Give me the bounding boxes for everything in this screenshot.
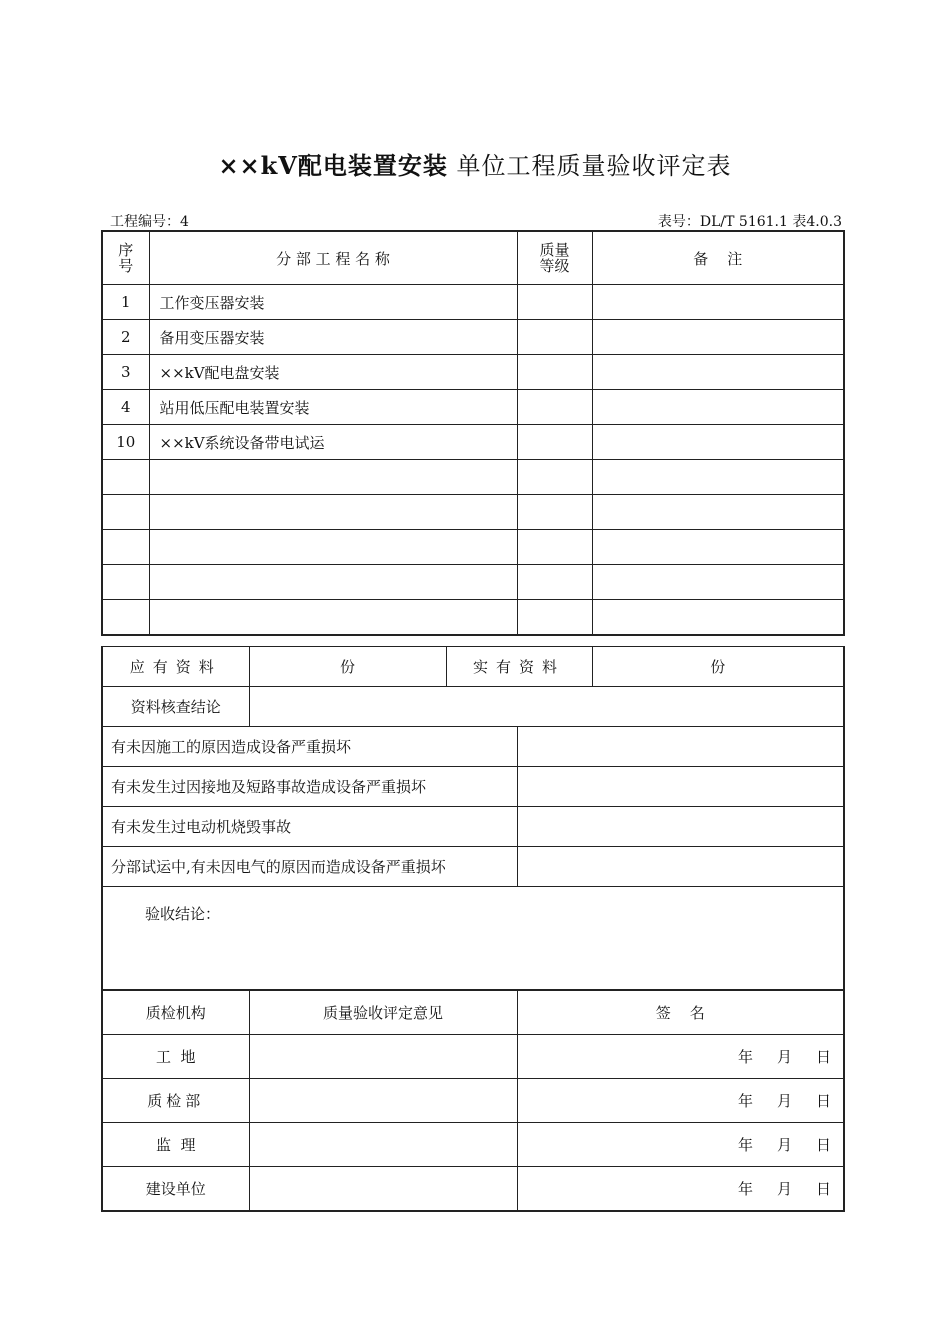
- sign-row: 监 理 年 月 日: [102, 1123, 844, 1167]
- should-have-unit: 份: [249, 647, 446, 687]
- title-bold: ××kV配电装置安装: [218, 151, 448, 180]
- date-field: 年 月 日: [517, 1079, 844, 1123]
- sign-row: 质检部 年 月 日: [102, 1079, 844, 1123]
- evaluation-table: [101, 646, 845, 1212]
- header-name: 分 部 工 程 名 称: [149, 231, 517, 285]
- subproject-table: [101, 230, 845, 636]
- question-row: 有未因施工的原因造成设备严重损坏: [102, 727, 844, 767]
- table-header-row: [102, 231, 844, 285]
- header-remark: 备 注: [592, 231, 844, 285]
- table-row: 1 工作变压器安装: [102, 285, 844, 320]
- question-row: 分部试运中,有未因电气的原因而造成设备严重损坏: [102, 847, 844, 887]
- date-field: 年 月 日: [517, 1167, 844, 1212]
- sign-header-row: [102, 990, 844, 1035]
- form-number: 表号：DL/T 5161.1 表4.0.3: [657, 214, 842, 230]
- table-row: 3 ××kV配电盘安装: [102, 355, 844, 390]
- sign-row: 工 地 年 月 日: [102, 1035, 844, 1079]
- empty-row: [102, 460, 844, 495]
- question-row: 有未发生过因接地及短路事故造成设备严重损坏: [102, 767, 844, 807]
- empty-row: [102, 530, 844, 565]
- header-grade: 质量等级: [517, 231, 592, 285]
- empty-row: [102, 495, 844, 530]
- acceptance-conclusion-label: 验收结论：: [102, 887, 844, 991]
- acceptance-row: [102, 887, 844, 991]
- date-field: 年 月 日: [517, 1123, 844, 1167]
- opinion-header: 质量验收评定意见: [249, 990, 517, 1035]
- project-number: 工程编号：4: [110, 214, 189, 230]
- empty-row: [102, 600, 844, 636]
- table-row: 2 备用变压器安装: [102, 320, 844, 355]
- sign-row: 建设单位 年 月 日: [102, 1167, 844, 1212]
- date-field: 年 月 日: [517, 1035, 844, 1079]
- empty-row: [102, 565, 844, 600]
- check-conclusion-row: [102, 687, 844, 727]
- header-seq: 序号: [102, 231, 149, 285]
- question-row: 有未发生过电动机烧毁事故: [102, 807, 844, 847]
- sign-header: 签 名: [517, 990, 844, 1035]
- title-rest: 单位工程质量验收评定表: [456, 152, 732, 180]
- actual-unit: 份: [592, 647, 844, 687]
- page-title: [0, 146, 950, 181]
- table-row: 10 ××kV系统设备带电试运: [102, 425, 844, 460]
- should-have-docs-label: 应有资料: [102, 647, 249, 687]
- table-row: 4 站用低压配电装置安装: [102, 390, 844, 425]
- check-conclusion-label: 资料核查结论: [102, 687, 249, 727]
- actual-docs-label: 实有资料: [446, 647, 592, 687]
- docs-row: [102, 647, 844, 687]
- org-header: 质检机构: [102, 990, 249, 1035]
